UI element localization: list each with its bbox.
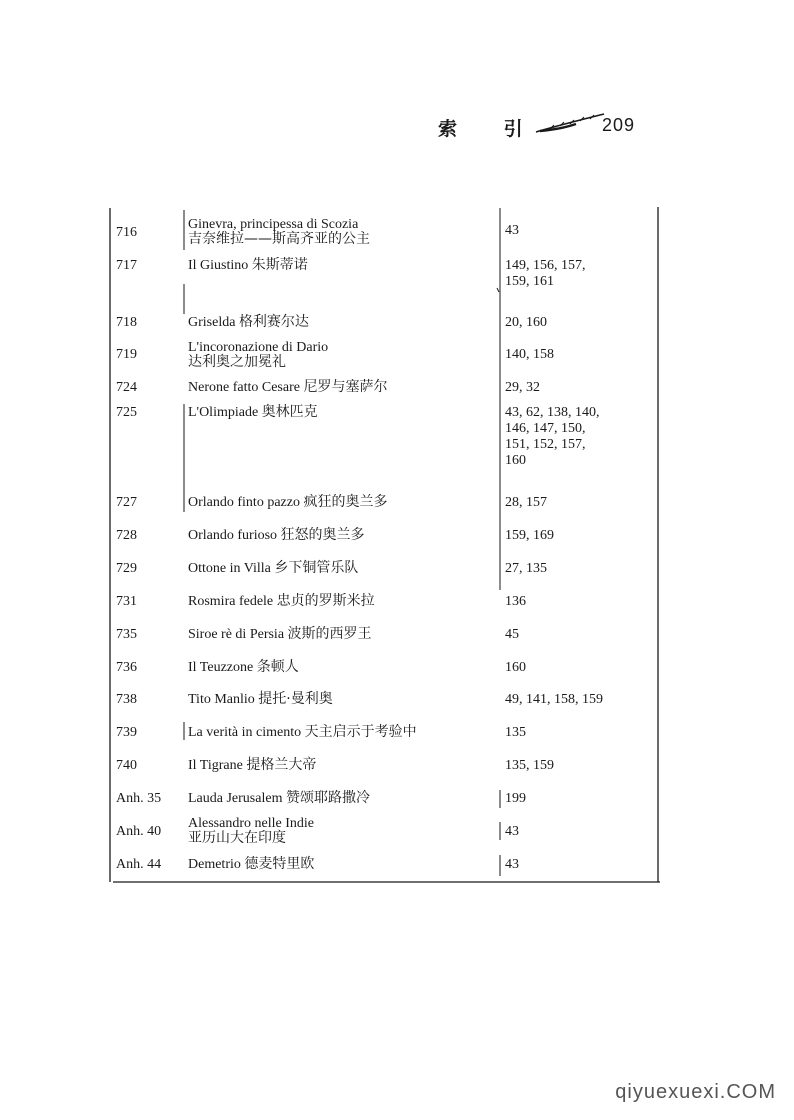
page-refs-line: 135, 159 (505, 758, 554, 773)
page-refs-line: 27, 135 (505, 561, 547, 576)
entry-pages (505, 692, 603, 708)
entry-title (188, 627, 372, 642)
entry-title (188, 258, 308, 273)
chinese-title: 疯狂的奥兰多 (303, 494, 388, 510)
page-refs-line: 135 (505, 725, 526, 740)
entry-title (188, 725, 417, 740)
chinese-title: 奥林匹克 (261, 404, 318, 420)
entry-pages (505, 725, 526, 741)
entry-title (188, 315, 309, 330)
page-header (430, 112, 650, 146)
page-refs-line: 43 (505, 824, 519, 839)
entry-pages (505, 495, 547, 511)
italian-title: Orlando finto pazzo (188, 495, 300, 510)
entry-pages (505, 857, 519, 873)
page-refs-line: 29, 32 (505, 380, 540, 395)
italian-title: Ginevra, principessa di Scozia (188, 217, 359, 232)
entry-number: 716 (116, 225, 137, 240)
entry-title (188, 660, 299, 675)
entry-number: 718 (116, 315, 137, 330)
page-refs-line: 159, 169 (505, 528, 554, 543)
entry-number: 724 (116, 380, 137, 395)
entry-pages (505, 258, 586, 290)
entry-pages (505, 561, 547, 577)
entry-number: 729 (116, 561, 137, 576)
italian-title: Rosmira fedele (188, 594, 274, 609)
entry-pages (505, 223, 519, 239)
entry-number: 719 (116, 347, 137, 362)
chinese-title: 尼罗与塞萨尔 (303, 379, 388, 395)
entry-number: 731 (116, 594, 137, 609)
entry-title (188, 405, 318, 420)
italian-title: L'Olimpiade (188, 405, 259, 420)
entry-pages (505, 380, 540, 396)
page-refs-line: 151, 152, 157, (505, 437, 586, 452)
entry-number: Anh. 35 (116, 791, 162, 806)
italian-title: Ottone in Villa (188, 561, 271, 576)
italian-title: Nerone fatto Cesare (188, 380, 300, 395)
chinese-title: 达利奥之加冕礼 (188, 354, 286, 370)
italian-title: Lauda Jerusalem (188, 791, 283, 806)
entry-number: 727 (116, 495, 137, 510)
entry-title (188, 217, 370, 247)
page-refs-line: 49, 141, 158, 159 (505, 692, 603, 707)
entry-number: 740 (116, 758, 137, 773)
italian-title: L'incoronazione di Dario (188, 340, 329, 355)
chinese-title: 狂怒的奥兰多 (280, 527, 365, 543)
entry-pages (505, 315, 547, 331)
entry-number: 739 (116, 725, 137, 740)
entry-pages (505, 347, 554, 363)
chinese-title: 乡下铜管乐队 (274, 560, 359, 576)
page-refs-line: 199 (505, 791, 526, 806)
chinese-title: 条顿人 (256, 659, 299, 675)
italian-title: Alessandro nelle Indie (188, 816, 314, 831)
entry-title (188, 758, 316, 773)
entry-title (188, 857, 314, 872)
entry-number: 735 (116, 627, 137, 642)
chinese-title: 忠贞的罗斯米拉 (276, 593, 375, 609)
italian-title: Tito Manlio (188, 692, 255, 707)
italian-title: La verità in cimento (188, 725, 302, 740)
entry-number: 728 (116, 528, 137, 543)
page-refs-line: 28, 157 (505, 495, 547, 510)
italian-title: Griselda (188, 315, 236, 330)
page-refs-line: 160 (505, 660, 526, 675)
entry-number: 725 (116, 405, 137, 420)
chinese-title: 天主启示于考验中 (304, 724, 417, 740)
entry-pages (505, 660, 526, 676)
italian-title: Demetrio (188, 857, 241, 872)
page-refs-line: 136 (505, 594, 526, 609)
entry-title (188, 495, 387, 510)
chinese-title: 格利赛尔达 (238, 314, 309, 330)
site-watermark: qiyuexuexi.COM (615, 1081, 776, 1103)
entry-number: 738 (116, 692, 137, 707)
italian-title: Orlando furioso (188, 528, 278, 543)
entry-title (188, 791, 370, 806)
entry-pages (505, 791, 526, 807)
section-title: 索 引 (438, 118, 543, 140)
chinese-title: 波斯的西罗王 (287, 626, 372, 642)
chinese-title: 朱斯蒂诺 (251, 257, 308, 273)
chinese-title: 赞颂耶路撒冷 (285, 790, 370, 806)
chinese-title: 提格兰大帝 (246, 757, 317, 773)
entry-pages (505, 405, 600, 469)
italian-title: Siroe rè di Persia (188, 627, 285, 642)
page-refs-line: 43 (505, 857, 519, 872)
page-refs-line: 146, 147, 150, (505, 421, 586, 436)
entry-number: Anh. 40 (116, 824, 162, 839)
entry-pages (505, 528, 554, 544)
page-refs-line: 43 (505, 223, 519, 238)
page-refs-line: 140, 158 (505, 347, 554, 362)
chinese-title: 提托·曼利奥 (258, 691, 333, 707)
entry-title (188, 380, 387, 395)
page-refs-line: 20, 160 (505, 315, 547, 330)
page-number: 209 (602, 115, 636, 135)
quill-decoration-icon (530, 112, 610, 140)
chinese-title: 亚历山大在印度 (188, 830, 286, 846)
chinese-title: 德麦特里欧 (244, 856, 315, 872)
entry-pages (505, 594, 526, 610)
italian-title: Il Giustino (188, 258, 249, 273)
entry-title (188, 561, 358, 576)
entry-number: 717 (116, 258, 137, 273)
entry-title (188, 340, 328, 370)
page-refs-line: 149, 156, 157, (505, 258, 586, 273)
italian-title: Il Tigrane (188, 758, 243, 773)
entry-number: Anh. 44 (116, 857, 162, 872)
entry-title (188, 594, 375, 609)
entry-pages (505, 758, 554, 774)
entry-number: 736 (116, 660, 137, 675)
chinese-title: 吉奈维拉——斯高齐亚的公主 (188, 231, 370, 247)
entry-pages (505, 824, 519, 840)
page-refs-line: 159, 161 (505, 274, 554, 289)
entry-title (188, 528, 365, 543)
page-refs-line: 160 (505, 453, 526, 468)
page-refs-line: 43, 62, 138, 140, (505, 405, 600, 420)
entry-pages (505, 627, 519, 643)
entry-title (188, 816, 314, 846)
italian-title: Il Teuzzone (188, 660, 254, 675)
page-refs-line: 45 (505, 627, 519, 642)
entry-title (188, 692, 333, 707)
